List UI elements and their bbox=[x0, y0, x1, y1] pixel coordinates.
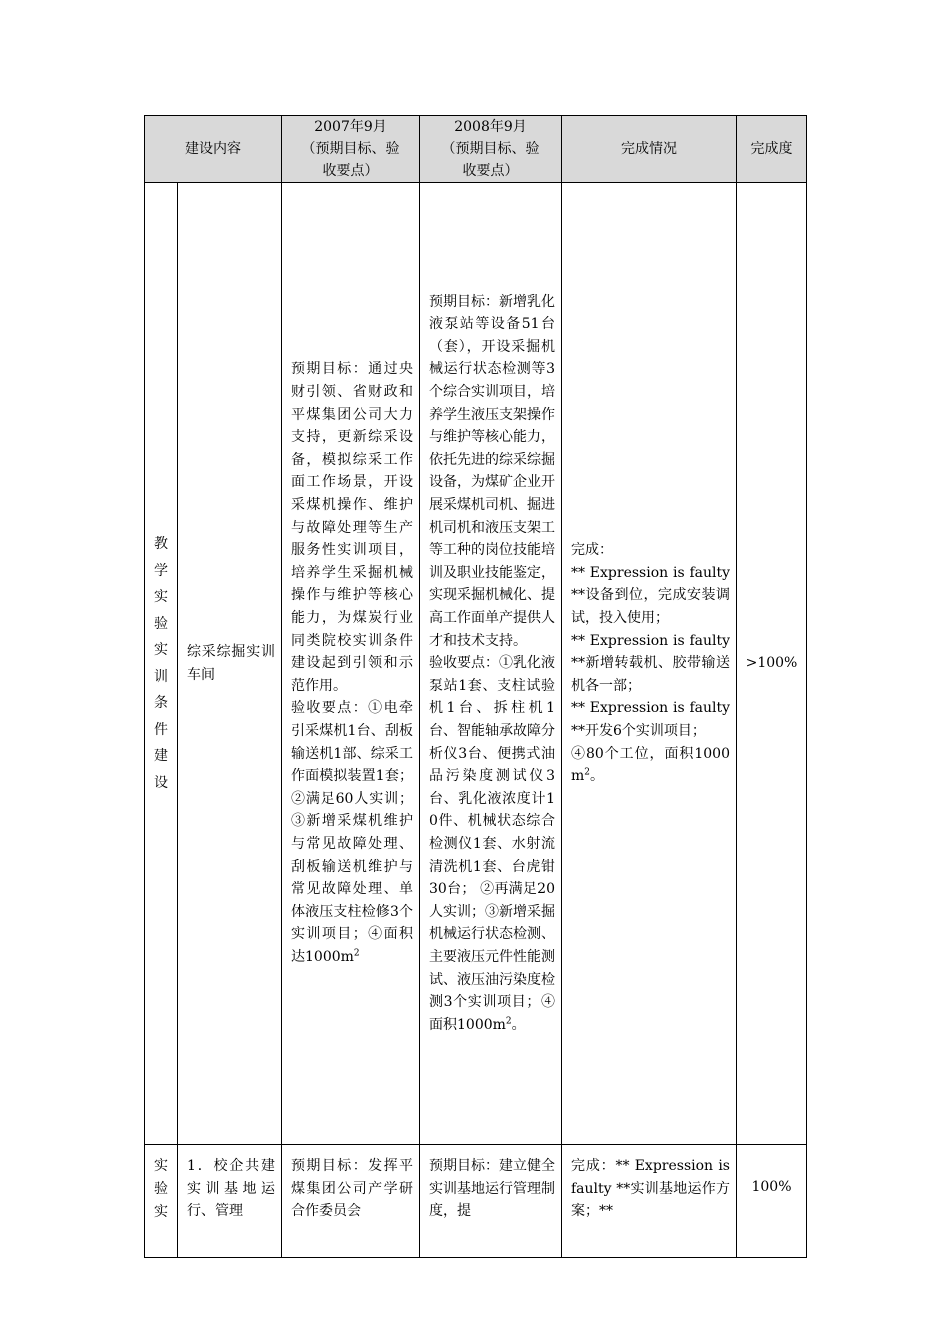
status-cell: 完成：** Expression is faulty **实训基地运作方案；** bbox=[562, 1145, 737, 1258]
degree-cell: 100% bbox=[737, 1145, 807, 1258]
header-degree: 完成度 bbox=[737, 116, 807, 183]
status-cell: 完成： ** Expression is faulty **设备到位，完成安装调试，投入使用； ** Expression is faulty **新增转载机、胶带输送机各一部； ** Expression is faulty **开发6个实训项目； ④80个工位，面积1000 $m^2$。 bbox=[562, 183, 737, 1145]
header-content: 建设内容 bbox=[145, 116, 282, 183]
accept-2008-text: 验收要点：①乳化液泵站1套、支柱试验机1台、拆柱机1台、智能轴承故障分析仪3台、便携式油品污染度测试仪3台、乳化液浓度计10件、机械状态综合检测仪1套、水射流清洗机1套、台虎钳30台； ②再满足20人实训；③新增采掘机械运行状态检测、主要液压元件性能测试、液压油污染度检测3个实训项目；④面积$1000m^2$。 bbox=[429, 655, 555, 1033]
header-2007: 2007年9月 （预期目标、验 收要点） bbox=[282, 116, 420, 183]
item-cell: 1．校企共建实训基地运行、管理 bbox=[178, 1145, 282, 1258]
table-row bbox=[145, 1145, 807, 1258]
degree-cell: >100% bbox=[737, 183, 807, 1145]
target-2007-cell: 预期目标：发挥平煤集团公司产学研合作委员会 bbox=[282, 1145, 420, 1258]
accept-2007-text: 验收要点：①电牵引采煤机1台、刮板输送机1部、综采工作面模拟装置1套；②满足60人实训；③新增采煤机维护与常见故障处理、刮板输送机维护与常见故障处理、单体液压支柱检修3个实训项目；④面积达$1000m^2$ bbox=[291, 700, 413, 965]
category-cell: 教 学 实 验 实 训 条 件 建 设 bbox=[145, 183, 178, 1145]
target-2008-text: 预期目标：新增乳化液泵站等设备51台（套），开设采掘机械运行状态检测等3个综合实训项目，培养学生液压支架操作与维护等核心能力，依托先进的综采综掘设备，为煤矿企业开展采煤机司机、掘进机司机和液压支架工等工种的岗位技能培训及职业技能鉴定，实现采掘机械化、提高工作面单产提供人才和技术支持。 bbox=[429, 293, 555, 649]
header-status: 完成情况 bbox=[562, 116, 737, 183]
construction-table bbox=[144, 115, 807, 1258]
target-2007-text: 预期目标：通过央财引领、省财政和平煤集团公司大力支持，更新综采设备，模拟综采工作面工作场景，开设采煤机操作、维护与故障处理等生产服务性实训项目，培养学生采掘机械操作与维护等核心能力，为煤炭行业同类院校实训条件建设起到引领和示范作用。 bbox=[291, 361, 413, 694]
target-2008-cell: 预期目标：建立健全实训基地运行管理制度，提 bbox=[420, 1145, 562, 1258]
header-2008: 2008年9月 （预期目标、验 收要点） bbox=[420, 116, 562, 183]
target-2007-cell bbox=[282, 183, 420, 1145]
table-row bbox=[145, 183, 807, 1145]
header-row bbox=[145, 116, 807, 183]
item-cell: 综采综掘实训车间 bbox=[178, 183, 282, 1145]
target-2008-cell bbox=[420, 183, 562, 1145]
category-cell: 实 验 实 bbox=[145, 1145, 178, 1258]
